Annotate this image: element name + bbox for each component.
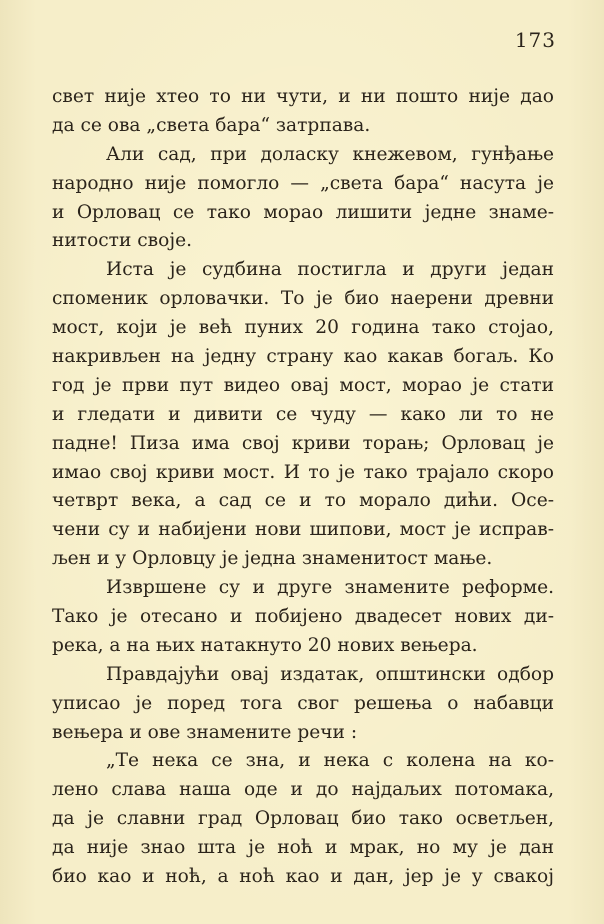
text-line: лено слава наша оде и до најдаљих потомака, xyxy=(52,779,554,801)
text-line: Извршене су и друге знамените реформе. xyxy=(106,577,554,599)
text-line: нитости своје. xyxy=(52,230,193,252)
text-line: и гледати и дивити се чуду — како ли то не xyxy=(52,403,554,425)
text-line: споменик орловачки. То је био наерени древни xyxy=(52,288,554,310)
text-line: чени су и набијени нови шипови, мост је исправ- xyxy=(52,519,554,541)
text-line: мост, који је већ пуних 20 година тако стојао, xyxy=(52,317,554,339)
text-line: накривљен на једну страну као какав богаљ. Ко xyxy=(52,346,554,368)
text-line: Правдајући овај издатак, општински одбор xyxy=(106,663,554,685)
paragraph xyxy=(52,141,554,257)
text-line: свет није хтео то ни чути, и ни пошто није дао xyxy=(52,86,554,107)
text-line: Иста је судбина постигла и други један xyxy=(106,259,554,281)
paragraph xyxy=(52,574,554,661)
text-line: био као и ноћ, а ноћ као и дан, јер је у свакој xyxy=(52,866,554,888)
paragraph xyxy=(52,256,554,574)
text-line: да је славни град Орловац био тако осветљен, xyxy=(52,808,554,830)
body-text xyxy=(52,83,554,892)
text-line: Тако је отесано и побијено двадесет нових ди- xyxy=(52,606,554,628)
page-number: 173 xyxy=(514,28,556,52)
text-line: имао свој криви мост. И то је тако трајало скоро xyxy=(52,461,554,483)
text-line: вењера и ове знамените речи : xyxy=(52,721,358,743)
text-line: Али сад, при доласку кнежевом, гунђање xyxy=(106,143,554,165)
paragraph xyxy=(52,747,554,891)
text-line: и Орловац се тако морао лишити једне знаме- xyxy=(52,201,554,223)
text-line: падне! Пиза има свој криви торањ; Орловац је xyxy=(52,432,554,454)
text-line: да се ова „света бара“ затрпава. xyxy=(52,114,371,136)
text-line: река, а на њих натакнуто 20 нових вењера. xyxy=(52,634,478,656)
text-line: уписао је поред тога свог решења о набавци xyxy=(52,692,554,714)
text-line: да није знао шта је ноћ и мрак, но му је дан xyxy=(52,837,554,859)
text-line: љен и у Орловцу је једна знаменитост мање. xyxy=(52,548,493,570)
text-line: четврт века, а сад се и то морало дићи. Осе- xyxy=(52,490,554,512)
paragraph xyxy=(52,661,554,748)
paragraph xyxy=(52,83,554,141)
text-line: „Те нека се зна, и нека с колена на ко- xyxy=(106,750,554,772)
text-line: народно није помогло — „света бара“ насута је xyxy=(52,172,554,194)
text-line: год је први пут видео овај мост, морао је стати xyxy=(52,374,554,396)
